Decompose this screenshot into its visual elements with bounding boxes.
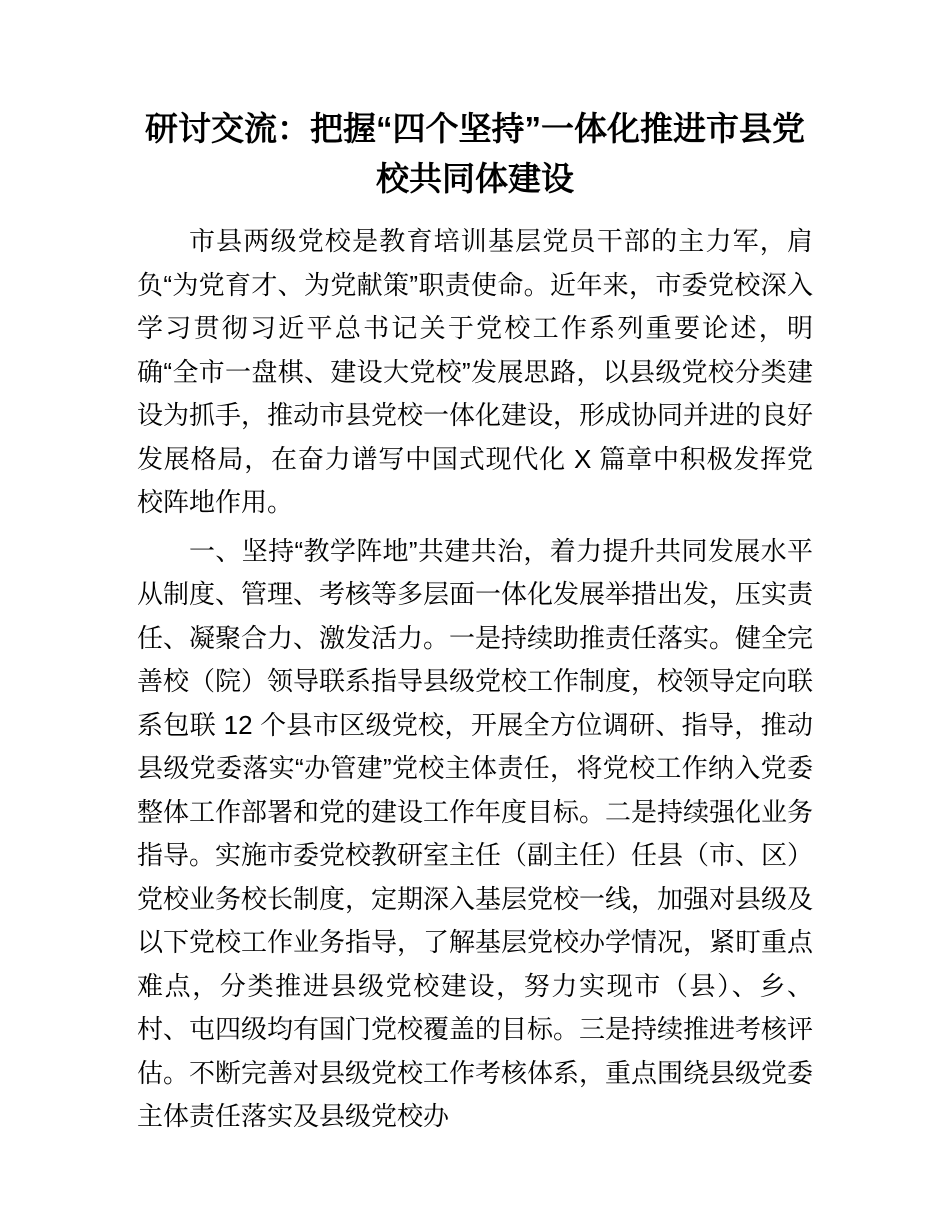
body-paragraph-2: 一、坚持“教学阵地”共建共治，着力提升共同发展水平从制度、管理、考核等多层面一体化发展举措出发，压实责任、凝聚合力、激发活力。一是持续助推责任落实。健全完善校（院）领导联系指导县级党校工作制度，校领导定向联系包联 12 个县市区级党校，开展全方位调研、指导，推动县级党委落实“办管建”党校主体责任，将党校工作纳入党委整体工作部署和党的建设工作年度目标。二是持续强化业务指导。实施市委党校教研室主任（副主任）任县（市、区）党校业务校长制度，定期深入基层党校一线，加强对县级及以下党校工作业务指导，了解基层党校办学情况，紧盯重点难点，分类推进县级党校建设，努力实现市（县）、乡、村、屯四级均有国门党校覆盖的目标。三是持续推进考核评估。不断完善对县级党校工作考核体系，重点围绕县级党委主体责任落实及县级党校办 — [137, 535, 814, 1131]
document-title — [20, 104, 930, 204]
document-title-line-1: 研讨交流：把握“四个坚持”一体化推进市县党 — [145, 110, 805, 147]
body-paragraph-1: 市县两级党校是教育培训基层党员干部的主力军，肩负“为党育才、为党献策”职责使命。近年来，市委党校深入学习贯彻习近平总书记关于党校工作系列重要论述，明确“全市一盘棋、建设大党校”发展思路，以县级党校分类建设为抓手，推动市县党校一体化建设，形成协同并进的良好发展格局，在奋力谱写中国式现代化 X 篇章中积极发挥党校阵地作用。 — [137, 226, 814, 517]
document-body — [137, 220, 813, 1139]
document-title-line-2: 校共同体建设 — [376, 160, 574, 197]
